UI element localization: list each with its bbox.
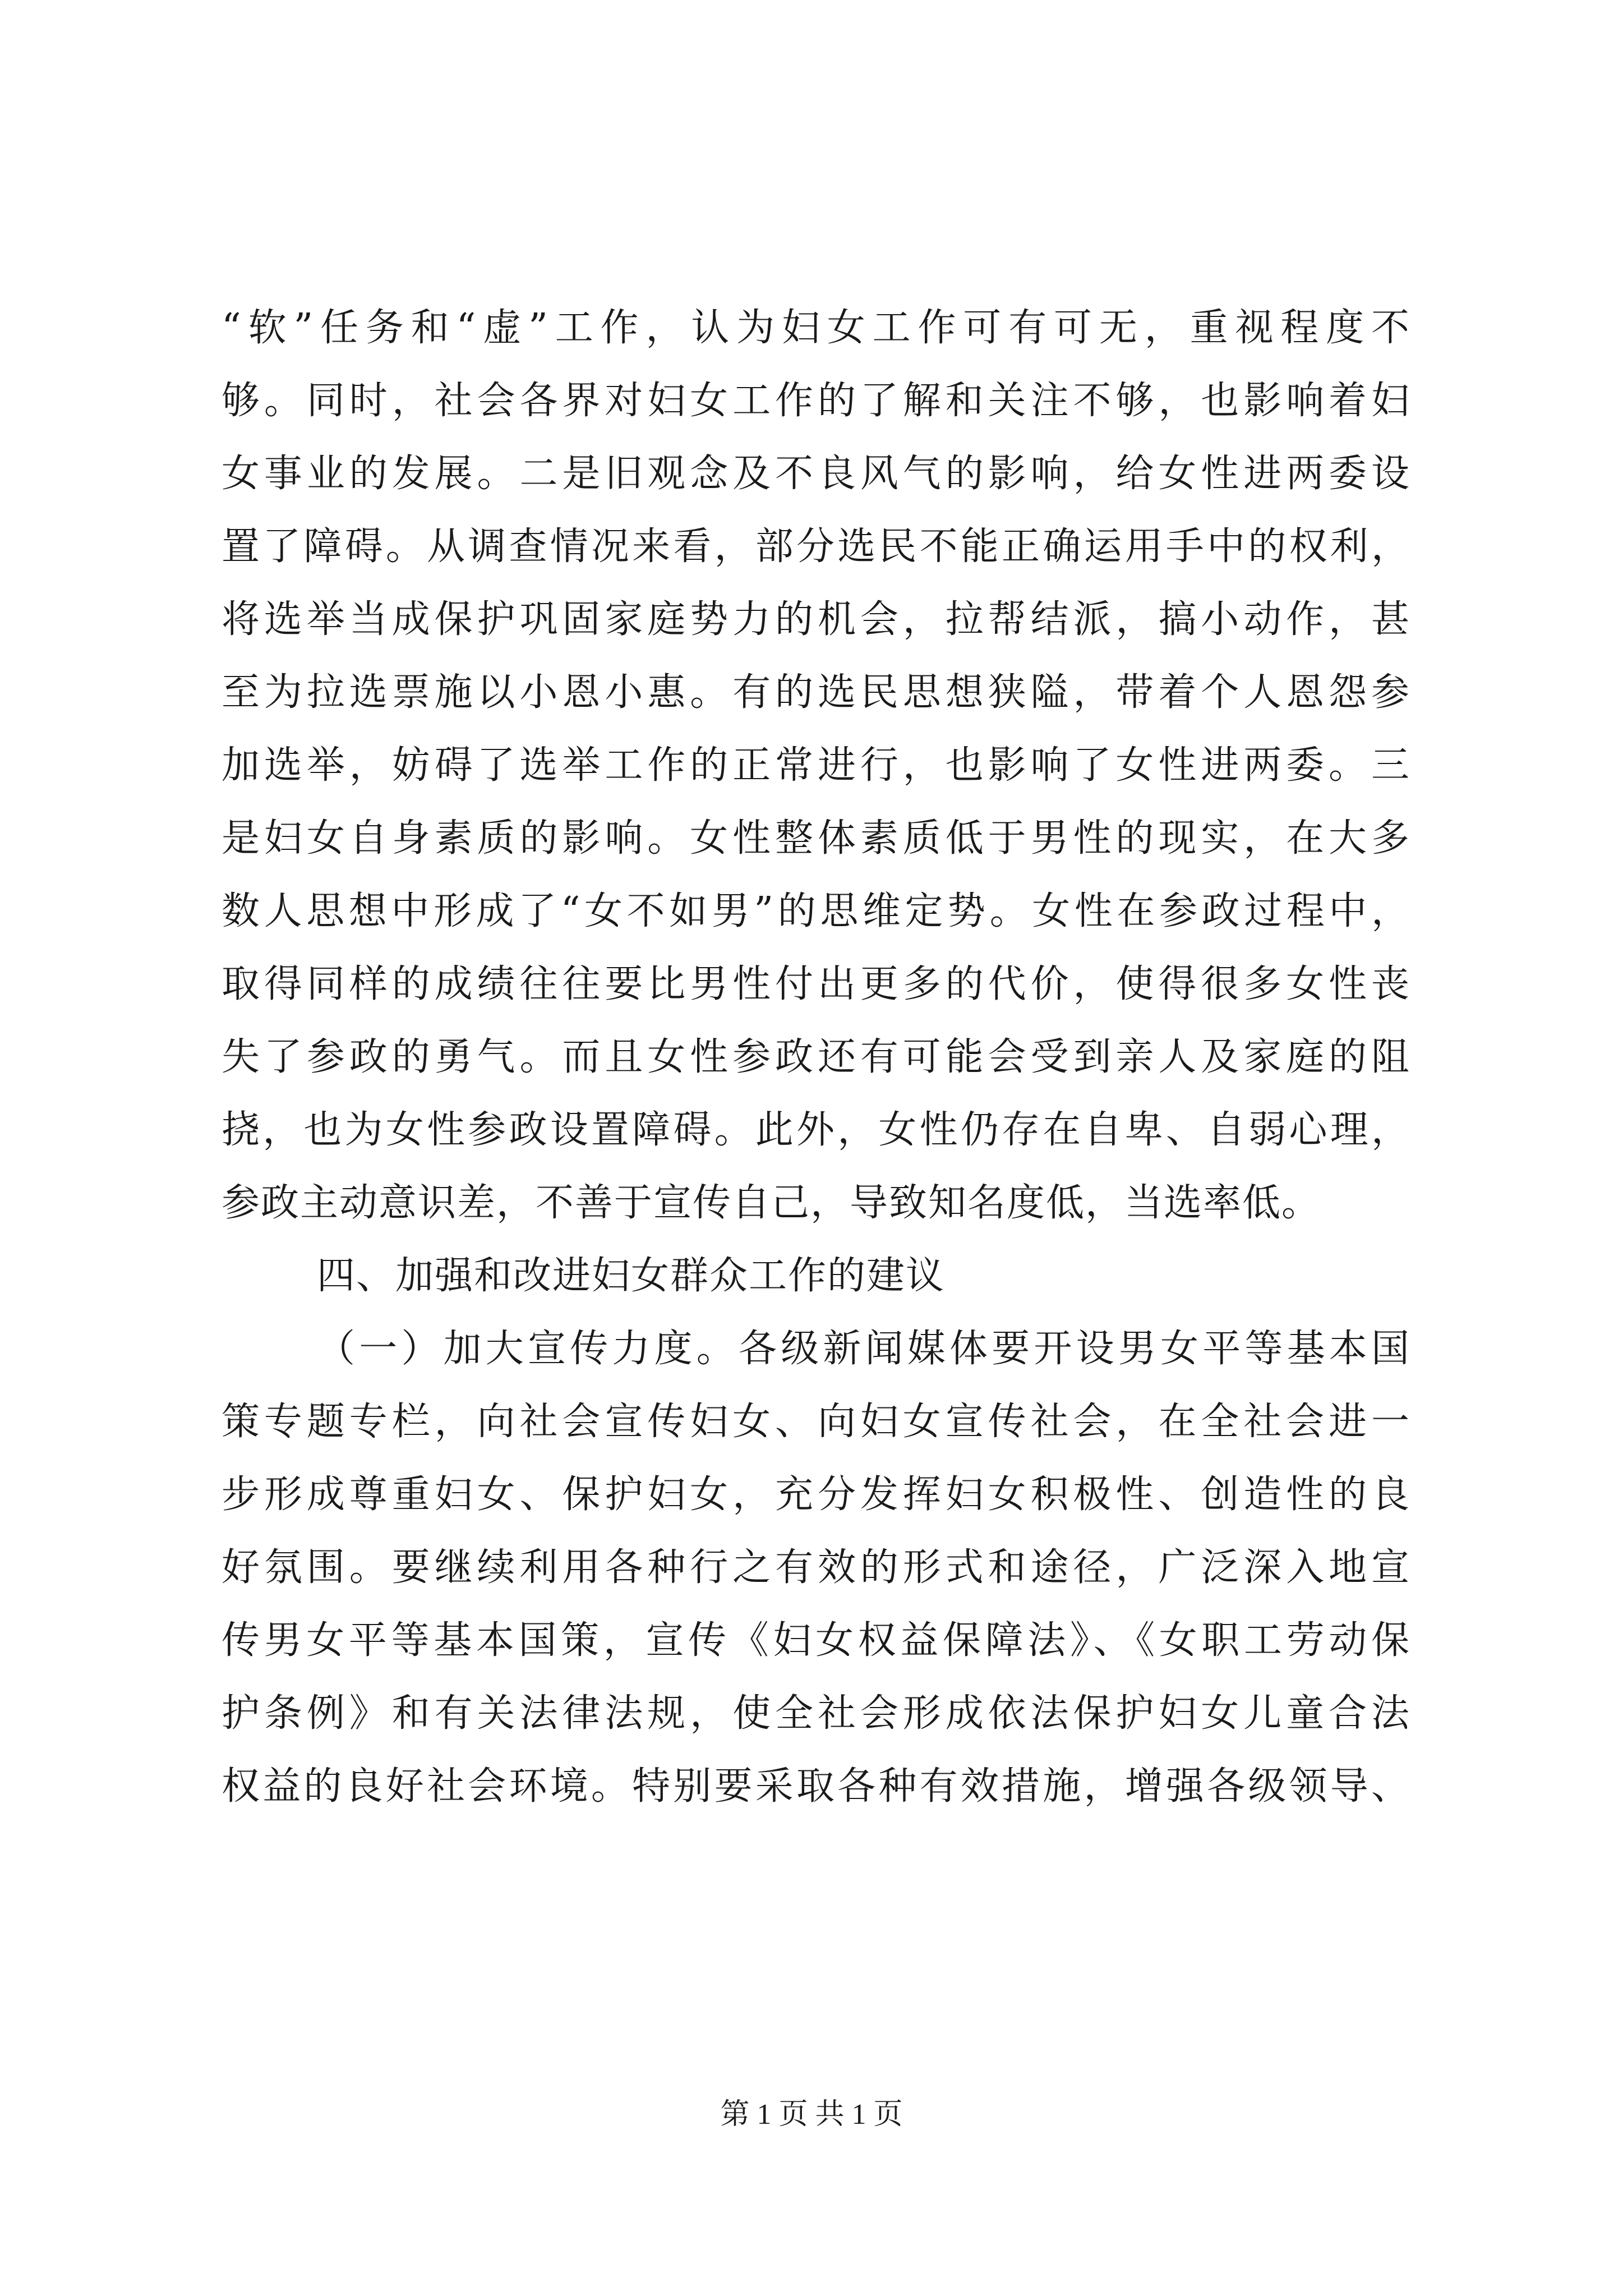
text-line: 策专题专栏，向社会宣传妇女、向妇女宣传社会，在全社会进一 bbox=[222, 1400, 1410, 1444]
text-line: 将选举当成保护巩固家庭势力的机会，拉帮结派，搞小动作，甚 bbox=[222, 597, 1410, 642]
text-line: 至为拉选票施以小恩小惠。有的选民思想狭隘，带着个人恩怨参 bbox=[222, 670, 1410, 715]
text-line: 是妇女自身素质的影响。女性整体素质低于男性的现实，在大多 bbox=[222, 816, 1410, 861]
text-line: 加选举，妨碍了选举工作的正常进行，也影响了女性进两委。三 bbox=[222, 743, 1410, 788]
text-line: 传男女平等基本国策，宣传《妇女权益保障法》、《女职工劳动保 bbox=[222, 1618, 1410, 1663]
text-line: 参政主动意识差，不善于宣传自己，导致知名度低，当选率低。 bbox=[222, 1181, 1321, 1225]
text-line: 女事业的发展。二是旧观念及不良风气的影响，给女性进两委设 bbox=[222, 452, 1410, 496]
text-line: （一）加大宣传力度。各级新闻媒体要开设男女平等基本国 bbox=[317, 1327, 1410, 1371]
text-line: “软”任务和“虚”工作，认为妇女工作可有可无，重视程度不 bbox=[222, 306, 1410, 350]
text-line: 权益的良好社会环境。特别要采取各种有效措施，增强各级领导、 bbox=[222, 1764, 1410, 1809]
text-line: 挠，也为女性参政设置障碍。此外，女性仍存在自卑、自弱心理， bbox=[222, 1108, 1410, 1152]
text-line: 置了障碍。从调查情况来看，部分选民不能正确运用手中的权利， bbox=[222, 524, 1410, 569]
document-body bbox=[222, 292, 1410, 1823]
page-number: 第 1 页 共 1 页 bbox=[720, 2099, 903, 2131]
section-heading: 四、加强和改进妇女群众工作的建议 bbox=[317, 1254, 946, 1298]
page-footer bbox=[0, 2095, 1623, 2134]
text-line: 够。同时，社会各界对妇女工作的了解和关注不够，也影响着妇 bbox=[222, 379, 1410, 423]
text-line: 数人思想中形成了“女不如男”的思维定势。女性在参政过程中， bbox=[222, 889, 1410, 933]
text-line: 护条例》和有关法律法规，使全社会形成依法保护妇女儿童合法 bbox=[222, 1691, 1410, 1736]
text-line: 取得同样的成绩往往要比男性付出更多的代价，使得很多女性丧 bbox=[222, 962, 1410, 1006]
text-line: 失了参政的勇气。而且女性参政还有可能会受到亲人及家庭的阻 bbox=[222, 1035, 1410, 1079]
text-line: 好氛围。要继续利用各种行之有效的形式和途径，广泛深入地宣 bbox=[222, 1545, 1410, 1590]
text-line: 步形成尊重妇女、保护妇女，充分发挥妇女积极性、创造性的良 bbox=[222, 1473, 1410, 1517]
